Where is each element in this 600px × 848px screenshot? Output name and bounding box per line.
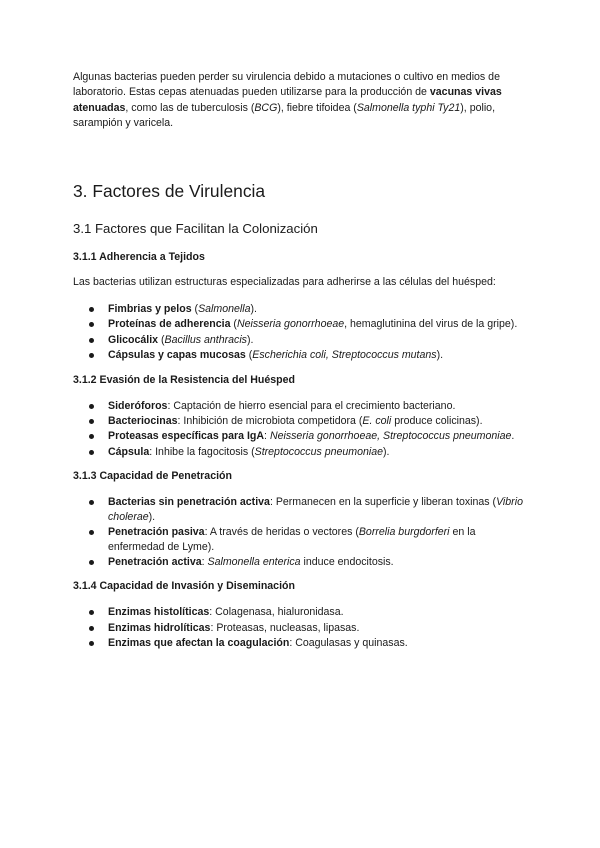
- bullet-icon: [89, 338, 94, 343]
- bullet-icon: [89, 419, 94, 424]
- bullet-icon: [89, 560, 94, 565]
- list-item: Cápsulas y capas mucosas (Escherichia coli, Streptococcus mutans).: [73, 348, 528, 362]
- bullet-icon: [89, 450, 94, 455]
- list-item: Enzimas hidrolíticas: Proteasas, nucleasas, lipasas.: [73, 621, 528, 635]
- section-3-1-1-heading: 3.1.1 Adherencia a Tejidos: [73, 250, 205, 263]
- bullet-icon: [89, 500, 94, 505]
- bullet-icon: [89, 353, 94, 358]
- bullet-icon: [89, 404, 94, 409]
- bullet-icon: [89, 307, 94, 312]
- evasion-list: [73, 399, 528, 460]
- list-item: Cápsula: Inhibe la fagocitosis (Streptococcus pneumoniae).: [73, 445, 528, 459]
- bullet-icon: [89, 641, 94, 646]
- section-3-1-3-heading: 3.1.3 Capacidad de Penetración: [73, 470, 232, 483]
- intro-text-1: Algunas bacterias pueden perder su virulencia debido a mutaciones o cultivo en medios de laboratorio. Estas cepas atenuadas pueden utilizarse para la producción de: [73, 71, 500, 99]
- adherence-list: [73, 302, 528, 363]
- list-item: Bacterias sin penetración activa: Permanecen en la superficie y liberan toxinas (Vibrio cholerae).: [73, 495, 528, 524]
- intro-text-3: ), fiebre tifoidea (: [277, 101, 357, 114]
- bullet-icon: [89, 530, 94, 535]
- section-3-1-4-heading: 3.1.4 Capacidad de Invasión y Diseminación: [73, 580, 295, 593]
- section-3-1-1-intro: Las bacterias utilizan estructuras especializadas para adherirse a las células del huésped:: [73, 275, 496, 288]
- intro-text-4: ), polio, sarampión y varicela.: [73, 101, 496, 130]
- list-item: Penetración pasiva: A través de heridas o vectores (Borrelia burgdorferi en la enfermedad de Lyme).: [73, 525, 528, 554]
- list-item: Bacteriocinas: Inhibición de microbiota competidora (E. coli produce colicinas).: [73, 414, 528, 428]
- section-3-heading: 3. Factores de Virulencia: [73, 180, 266, 201]
- list-item: Proteasas específicas para IgA: Neisseria gonorrhoeae, Streptococcus pneumoniae.: [73, 429, 528, 443]
- list-item: Enzimas histolíticas: Colagenasa, hialuronidasa.: [73, 605, 528, 619]
- list-item: Enzimas que afectan la coagulación: Coagulasas y quinasas.: [73, 636, 528, 650]
- list-item: Glicocálix (Bacillus anthracis).: [73, 333, 528, 347]
- penetration-list: [73, 495, 528, 569]
- document-content: [73, 70, 528, 652]
- list-item: Penetración activa: Salmonella enterica induce endocitosis.: [73, 555, 528, 569]
- intro-bold-vacunas: vacunas vivas atenuadas: [73, 86, 502, 114]
- section-3-1-heading: 3.1 Factores que Facilitan la Colonización: [73, 220, 318, 236]
- list-item: Proteínas de adherencia (Neisseria gonorrhoeae, hemaglutinina del virus de la gripe).: [73, 317, 528, 331]
- invasion-list: [73, 605, 528, 650]
- bullet-icon: [89, 626, 94, 631]
- intro-paragraph: [73, 70, 528, 132]
- intro-italic-bcg: BCG: [254, 101, 278, 114]
- bullet-icon: [89, 610, 94, 615]
- bullet-icon: [89, 434, 94, 439]
- intro-italic-salmonella: Salmonella typhi Ty21: [356, 101, 461, 114]
- list-item: Sideróforos: Captación de hierro esencial para el crecimiento bacteriano.: [73, 399, 528, 413]
- list-item: Fimbrias y pelos (Salmonella).: [73, 302, 528, 316]
- bullet-icon: [89, 322, 94, 327]
- section-3-1-2-heading: 3.1.2 Evasión de la Resistencia del Huésped: [73, 373, 295, 386]
- intro-text-2: , como las de tuberculosis (: [125, 101, 255, 114]
